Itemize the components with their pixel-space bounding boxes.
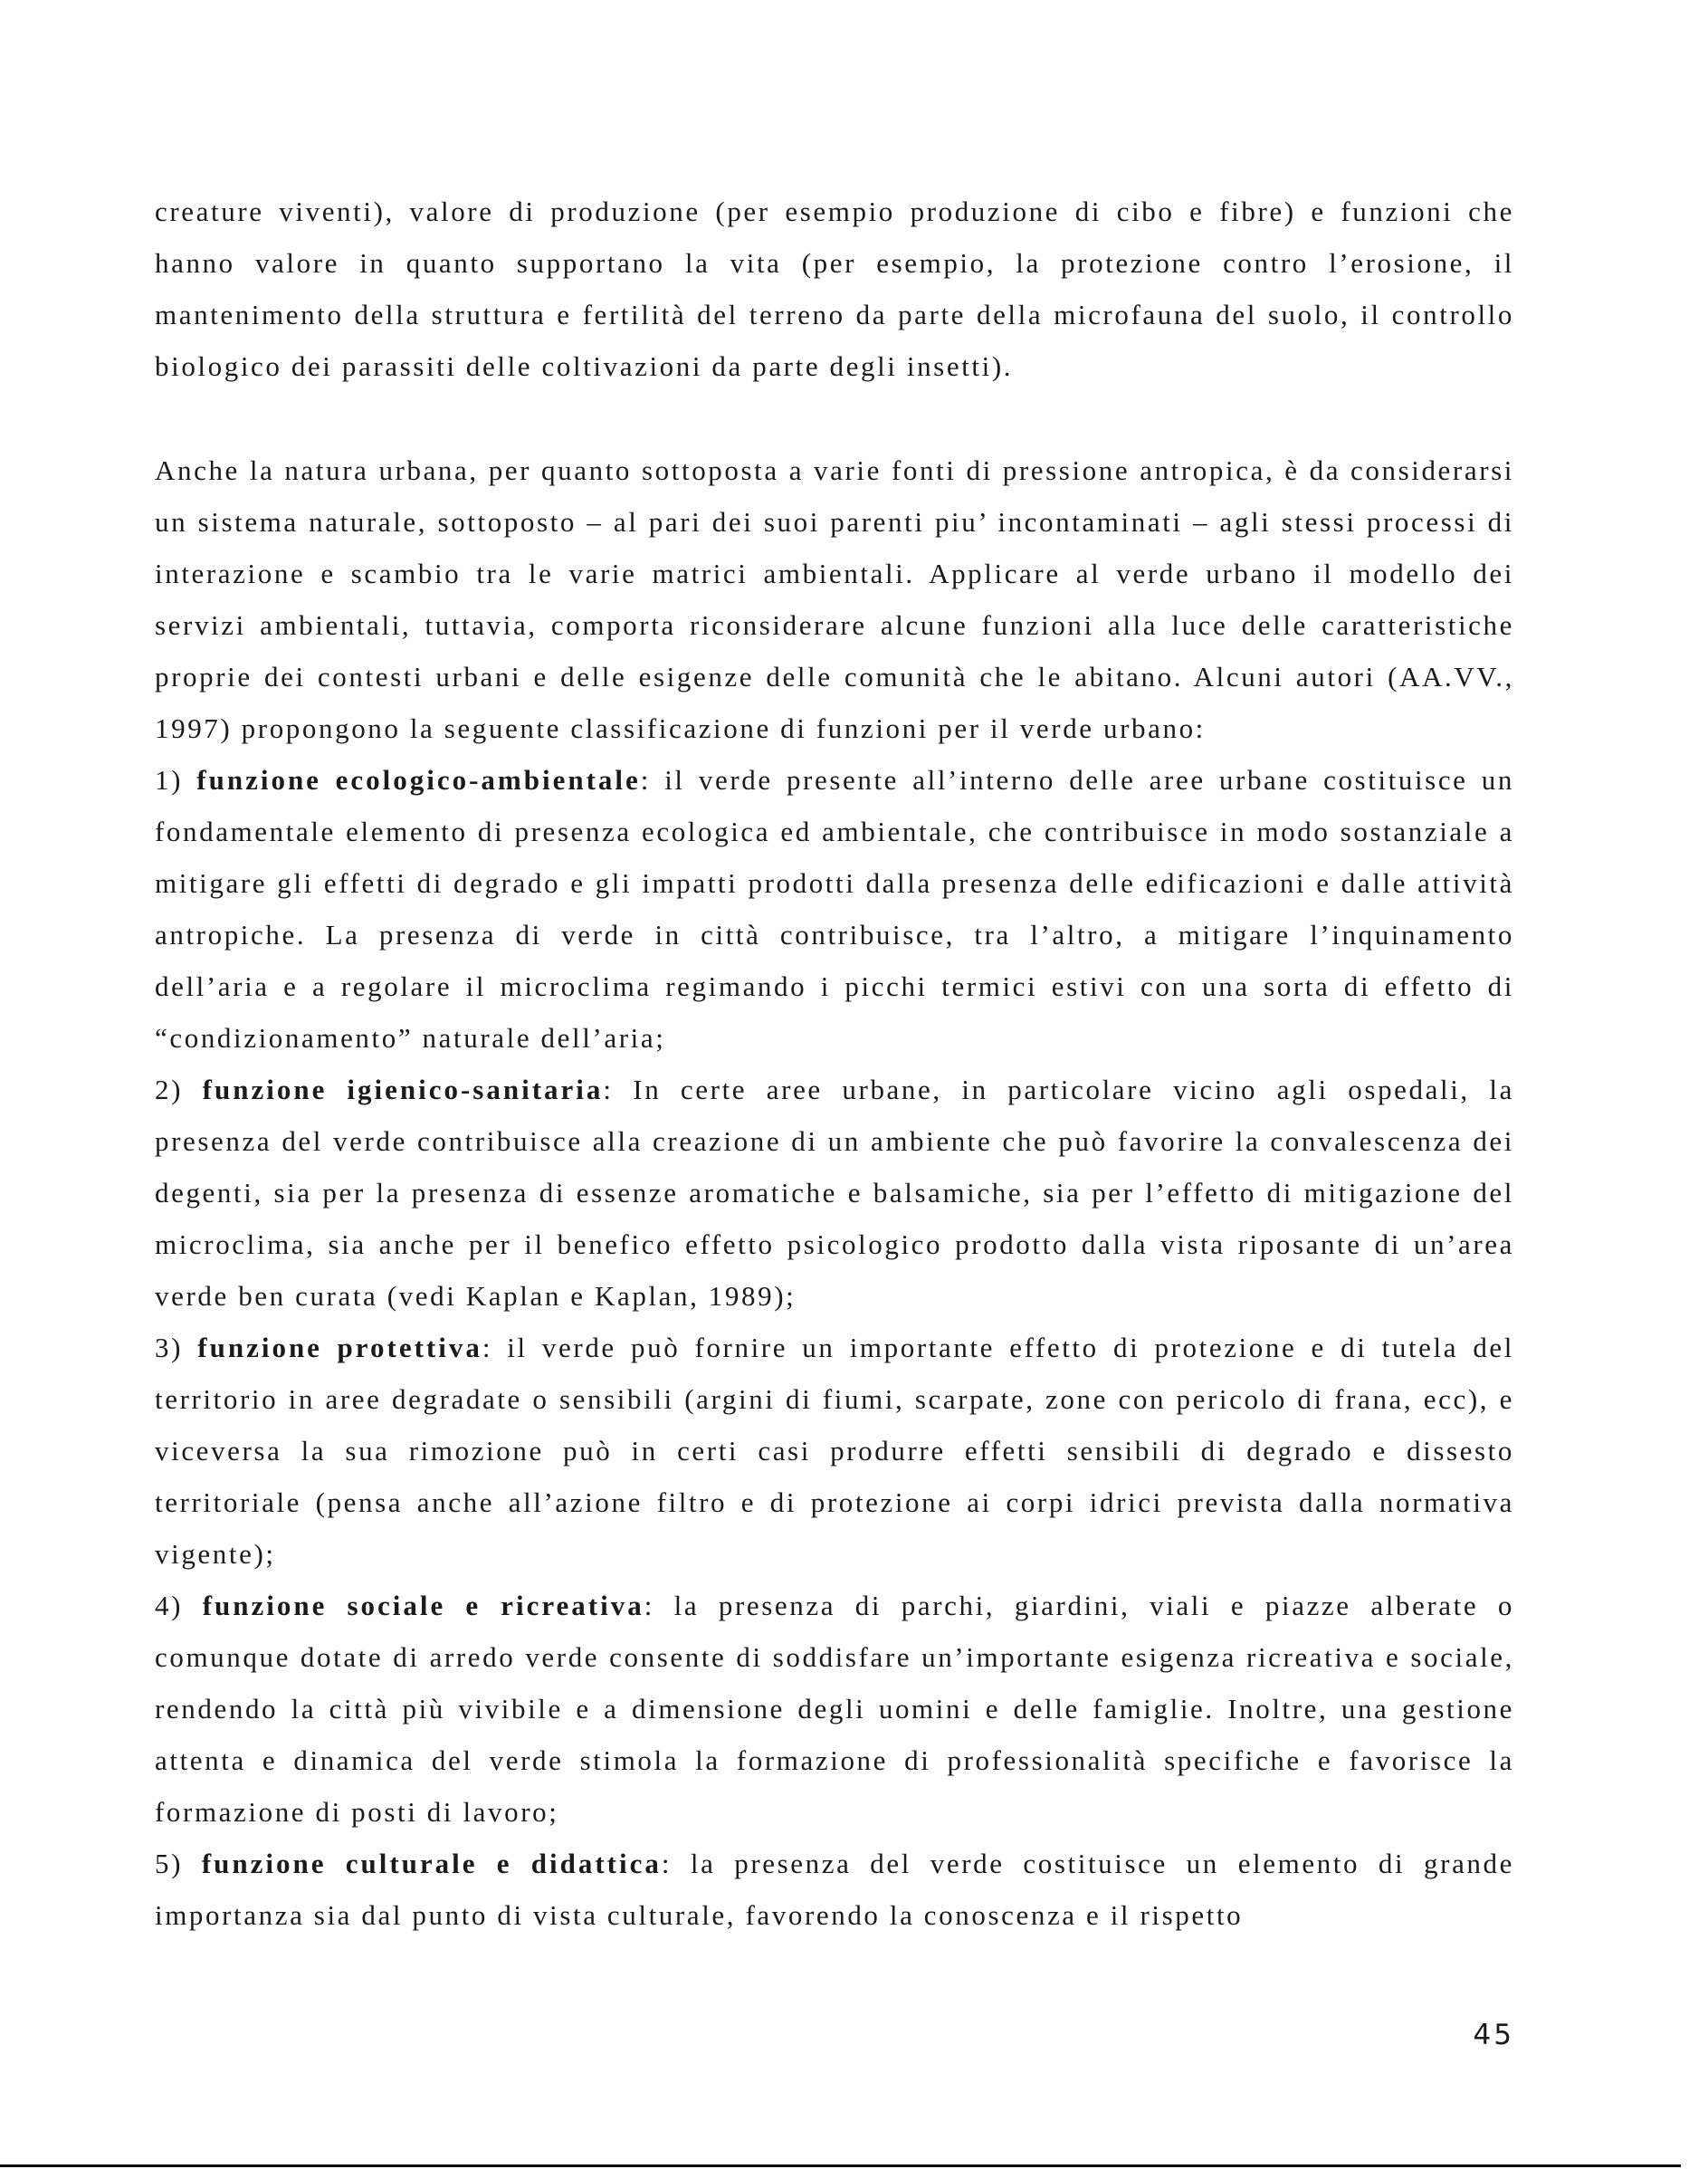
intro-paragraph: creature viventi), valore di produzione (per esempio produzione di cibo e fibre) e funzioni che hanno valore in quanto supportano la vita (per esempio, la protezione contro l’erosione, il mantenimento della struttura e fertilità del terreno da parte della microfauna del suolo, il controllo biologico dei parassiti delle coltivazioni da parte degli insetti).	[155, 196, 1514, 382]
function-text: : In certe aree urbane, in particolare vicino agli ospedali, la presenza del verde contribuisce alla creazione di un ambiente che può favorire la convalescenza dei degenti, sia per la presenza di essenze aromatiche e balsamiche, sia per l’effetto di mitigazione del microclima, sia anche per il benefico effetto psicologico prodotto dalla vista riposante di un’area verde ben curata (vedi Kaplan e Kaplan, 1989);	[155, 1074, 1514, 1312]
function-title: funzione igienico-sanitaria	[202, 1074, 604, 1105]
function-number: 5)	[155, 1848, 184, 1879]
body-text-block	[155, 444, 1514, 1941]
function-item-hygienic	[155, 1064, 1514, 1322]
page-number: 45	[1473, 2019, 1514, 2051]
function-item-ecological	[155, 754, 1514, 1064]
urban-nature-paragraph: Anche la natura urbana, per quanto sottoposta a varie fonti di pressione antropica, è da considerarsi un sistema naturale, sottoposto – al pari dei suoi parenti piu’ incontaminati – agli stessi processi di interazione e scambio tra le varie matrici ambientali. Applicare al verde urbano il modello dei servizi ambientali, tuttavia, comporta riconsiderare alcune funzioni alla luce delle caratteristiche proprie dei contesti urbani e delle esigenze delle comunità che le abitano. Alcuni autori (AA.VV., 1997) propongono la seguente classificazione di funzioni per il verde urbano:	[155, 454, 1514, 744]
function-item-social	[155, 1580, 1514, 1838]
function-text: : il verde può fornire un importante effetto di protezione e di tutela del territorio in aree degradate o sensibili (argini di fiumi, scarpate, zone con pericolo di frana, ecc), e viceversa la sua rimozione può in certi casi produrre effetti sensibili di degrado e dissesto territoriale (pensa anche all’azione filtro e di protezione ai corpi idrici prevista dalla normativa vigente);	[155, 1332, 1515, 1570]
function-number: 1)	[155, 764, 184, 796]
function-item-cultural	[155, 1838, 1514, 1941]
function-item-protective	[155, 1322, 1514, 1580]
function-text: : la presenza del verde costituisce un elemento di grande importanza sia dal punto di vista culturale, favorendo la conoscenza e il rispetto	[155, 1848, 1514, 1931]
function-number: 3)	[155, 1332, 184, 1363]
function-number: 4)	[155, 1590, 184, 1621]
function-text: : il verde presente all’interno delle aree urbane costituisce un fondamentale elemento di presenza ecologica ed ambientale, che contribuisce in modo sostanziale a mitigare gli effetti di degrado e gli impatti prodotti dalla presenza delle edificazioni e dalle attività antropiche. La presenza di verde in città contribuisce, tra l’altro, a mitigare l’inquinamento dell’aria e a regolare il microclima regimando i picchi termici estivi con una sorta di effetto di “condizionamento” naturale dell’aria;	[155, 764, 1514, 1054]
function-text: : la presenza di parchi, giardini, viali e piazze alberate o comunque dotate di arredo verde consente di soddisfare un’importante esigenza ricreativa e sociale, rendendo la città più vivibile e a dimensione degli uomini e delle famiglie. Inoltre, una gestione attenta e dinamica del verde stimola la formazione di professionalità specifiche e favorisce la formazione di posti di lavoro;	[155, 1590, 1514, 1828]
bottom-divider	[0, 2164, 1681, 2167]
intro-text-block	[155, 186, 1514, 392]
function-title: funzione sociale e ricreativa	[202, 1590, 644, 1621]
function-title: funzione protettiva	[197, 1332, 482, 1363]
function-number: 2)	[155, 1074, 184, 1105]
function-title: funzione culturale e didattica	[201, 1848, 662, 1879]
function-title: funzione ecologico-ambientale	[196, 764, 641, 796]
